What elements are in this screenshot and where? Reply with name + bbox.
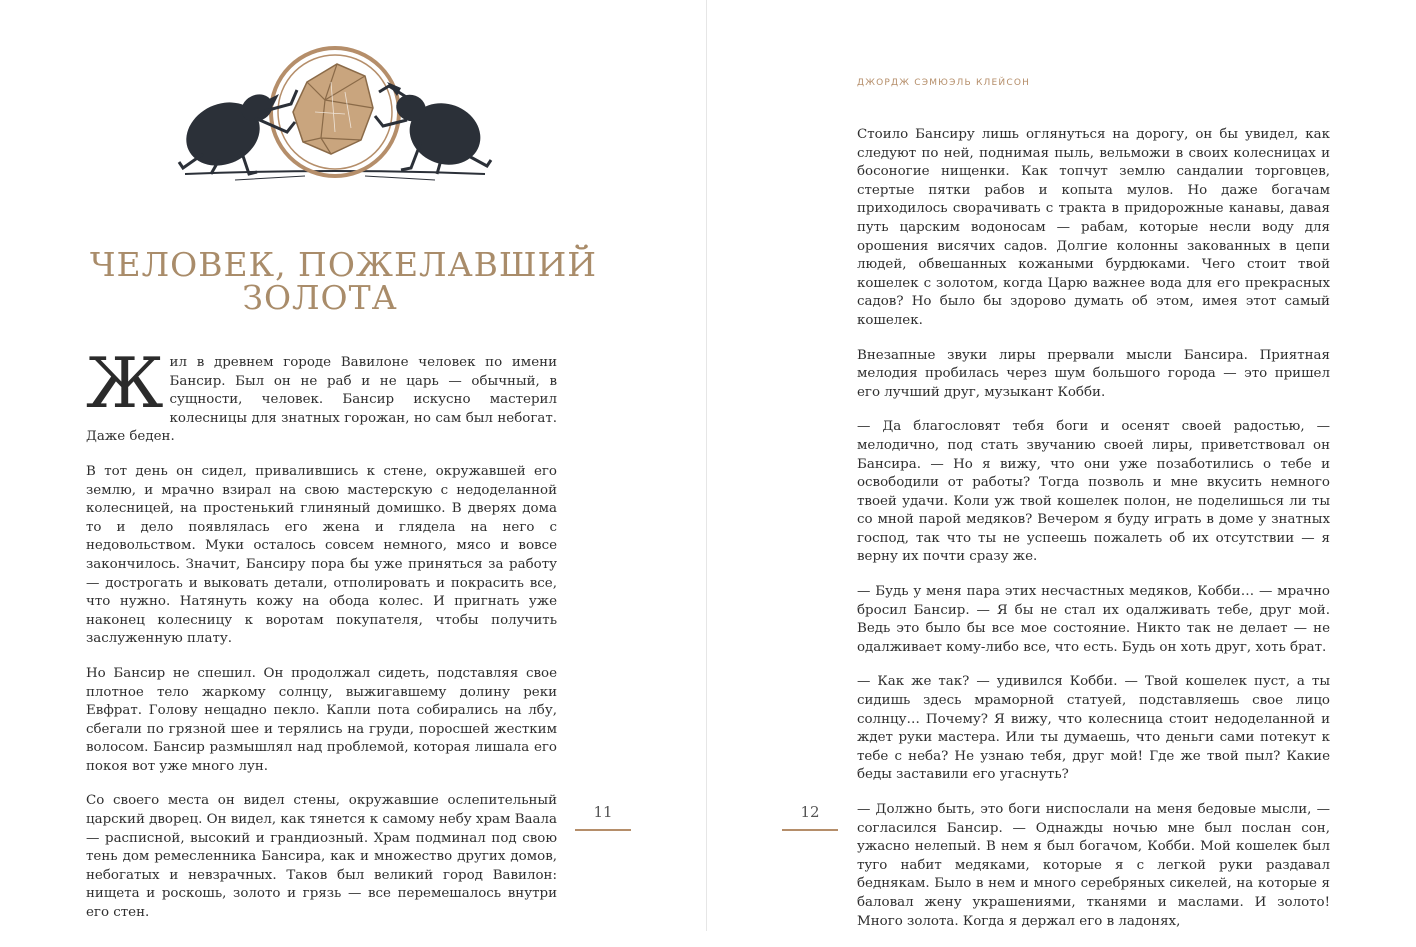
paragraph [86,344,557,447]
paragraph: — Как же так? — удивился Кобби. — Твой кошелек пуст, а ты сидишь здесь мраморной статуей, подставляешь свое лицо солнцу… Почему? Я вижу, что колесница стоит недоделанной и ждет руки мастера. Или ты думаешь, что деньги сами потекут к тебе с неба? Не узнаю тебя, друг мой! Где же твой пыл? Какие беды заставили его угаснуть? [857,674,1330,783]
left-page-text [86,344,557,939]
paragraph: — Да благословят тебя боги и осенят своей радостью, — мелодично, под стать звучанию своей лиры, приветствовал он Бансира. — Но я вижу, что они уже позаботились о тебе и освободили от работы? Тогда позволь и мне вкусить немного твоей удачи. Коли уж твой кошелек полон, не поделишься ли ты со мной парой медяков? Вечером я буду играть в доме у знатных господ, так что ты не успеешь пожалеть об их отсутствии — я верну их почти сразу же. [857,419,1330,565]
paragraph-text: ил в древнем городе Вавилоне человек по имени Бансир. Был он не раб и не царь — обычный, в сущности, человек. Бансир искусно мастерил колесницы для знатных горожан, но сам был небогат. Даже беден. [86,355,557,445]
page-number-right: 12 [800,803,820,821]
page-number-rule-left [575,829,631,831]
running-header-author: ДЖОРДЖ СЭМЮЭЛЬ КЛЕЙСОН [857,78,1031,88]
paragraph: — Должно быть, это боги ниспослали на меня бедовые мысли, — согласился Бансир. — Однажды ночью мне был послан сон, ужасно нелепый. В нем я был богачом, Кобби. Мой кошелек был туго набит медяками, которые я с легкой руки раздавал беднякам. Было в нем и много серебряных сикелей, на которые я баловал жену украшениями, тканями и маслами. И золото! Много золота. Когда я держал его в ладонях, [857,802,1330,929]
chapter-title [90,245,598,318]
chapter-title-line1: ЧЕЛОВЕК, ПОЖЕЛАВШИЙ [90,245,598,285]
paragraph: — Будь у меня пара этих несчастных медяков, Кобби… — мрачно бросил Бансир. — Я бы не стал их одалживать тебе, друг мой. Ведь это было бы все мое состояние. Никто так не делает — не одалживает кому-либо все, что есть. Будь он хоть друг, хоть брат. [857,584,1330,655]
paragraph: Со своего места он видел стены, окружавшие ослепительный царский дворец. Он видел, как тянется к самому небу храм Ваала — расписной, высокий и грандиозный. Храм подминал под свою тень дом ремесленника Бансира, как и множество других домов, небогатых и невзрачных. Таков был великий город Вавилон: нищета и роскошь, золото и грязь — все перемешалось внутри его стен. [86,793,557,921]
page-number-left: 11 [593,803,613,821]
beetles-coin-illustration [175,42,495,192]
paragraph: Но Бансир не спешил. Он продолжал сидеть, подставляя свое плотное тело жаркому солнцу, выжигавшему долину реки Евфрат. Голову нещадно пекло. Капли пота собирались на лбу, сбегали по грязной шее и терялись на груди, поросшей жестким волосом. Бансир размышлял над проблемой, которая лишала его покоя вот уже много лун. [86,665,557,774]
ground-line [185,171,485,174]
drop-cap: Ж [86,344,164,424]
paragraph: В тот день он сидел, привалившись к стене, окружавшей его землю, и мрачно взирал на свою мастерскую с недоделанной колесницей, на простенький глиняный домишко. В дверях дома то и дело появлялась его жена и глядела на него с недовольством. Муки осталось совсем немного, мясо и вовсе закончилось. Значит, Бансиру пора бы уже приняться за работу — дострогать и выковать детали, отполировать и покрасить все, что нужно. Натянуть кожу на обода колес. И пригнать уже наконец колесницу к воротам покупателя, чтобы получить заслуженную плату. [86,463,557,647]
gold-coin-icon [271,48,399,176]
right-beetle-icon [375,82,491,175]
paragraph: Стоило Бансиру лишь оглянуться на дорогу, он бы увидел, как следуют по ней, поднимая пыль, вельможи в своих колесницах и босоногие нищенки. Как топчут землю сандалии торговцев, стертые пятки рабов и копыта мулов. Но даже богачам приходилось сворачивать с тракта в придорожные канавы, давая путь царским водоносам — рабам, которые несли воду для орошения висячих садов. Долгие колонны закованных в цепи людей, обвешанных кожаными бурдюками. Чего стоит твой кошелек с золотом, когда Царю важнее вода для его прекрасных садов? Но было бы здорово думать об этом, имея этот самый кошелек. [857,127,1330,328]
chapter-title-line2: ЗОЛОТА [242,278,398,318]
right-page-text [857,126,1330,947]
paragraph: Внезапные звуки лиры прервали мысли Бансира. Приятная мелодия пробилась через шум большого города — это пришел его лучший друг, музыкант Кобби. [857,347,1330,400]
page-number-rule-right [782,829,838,831]
